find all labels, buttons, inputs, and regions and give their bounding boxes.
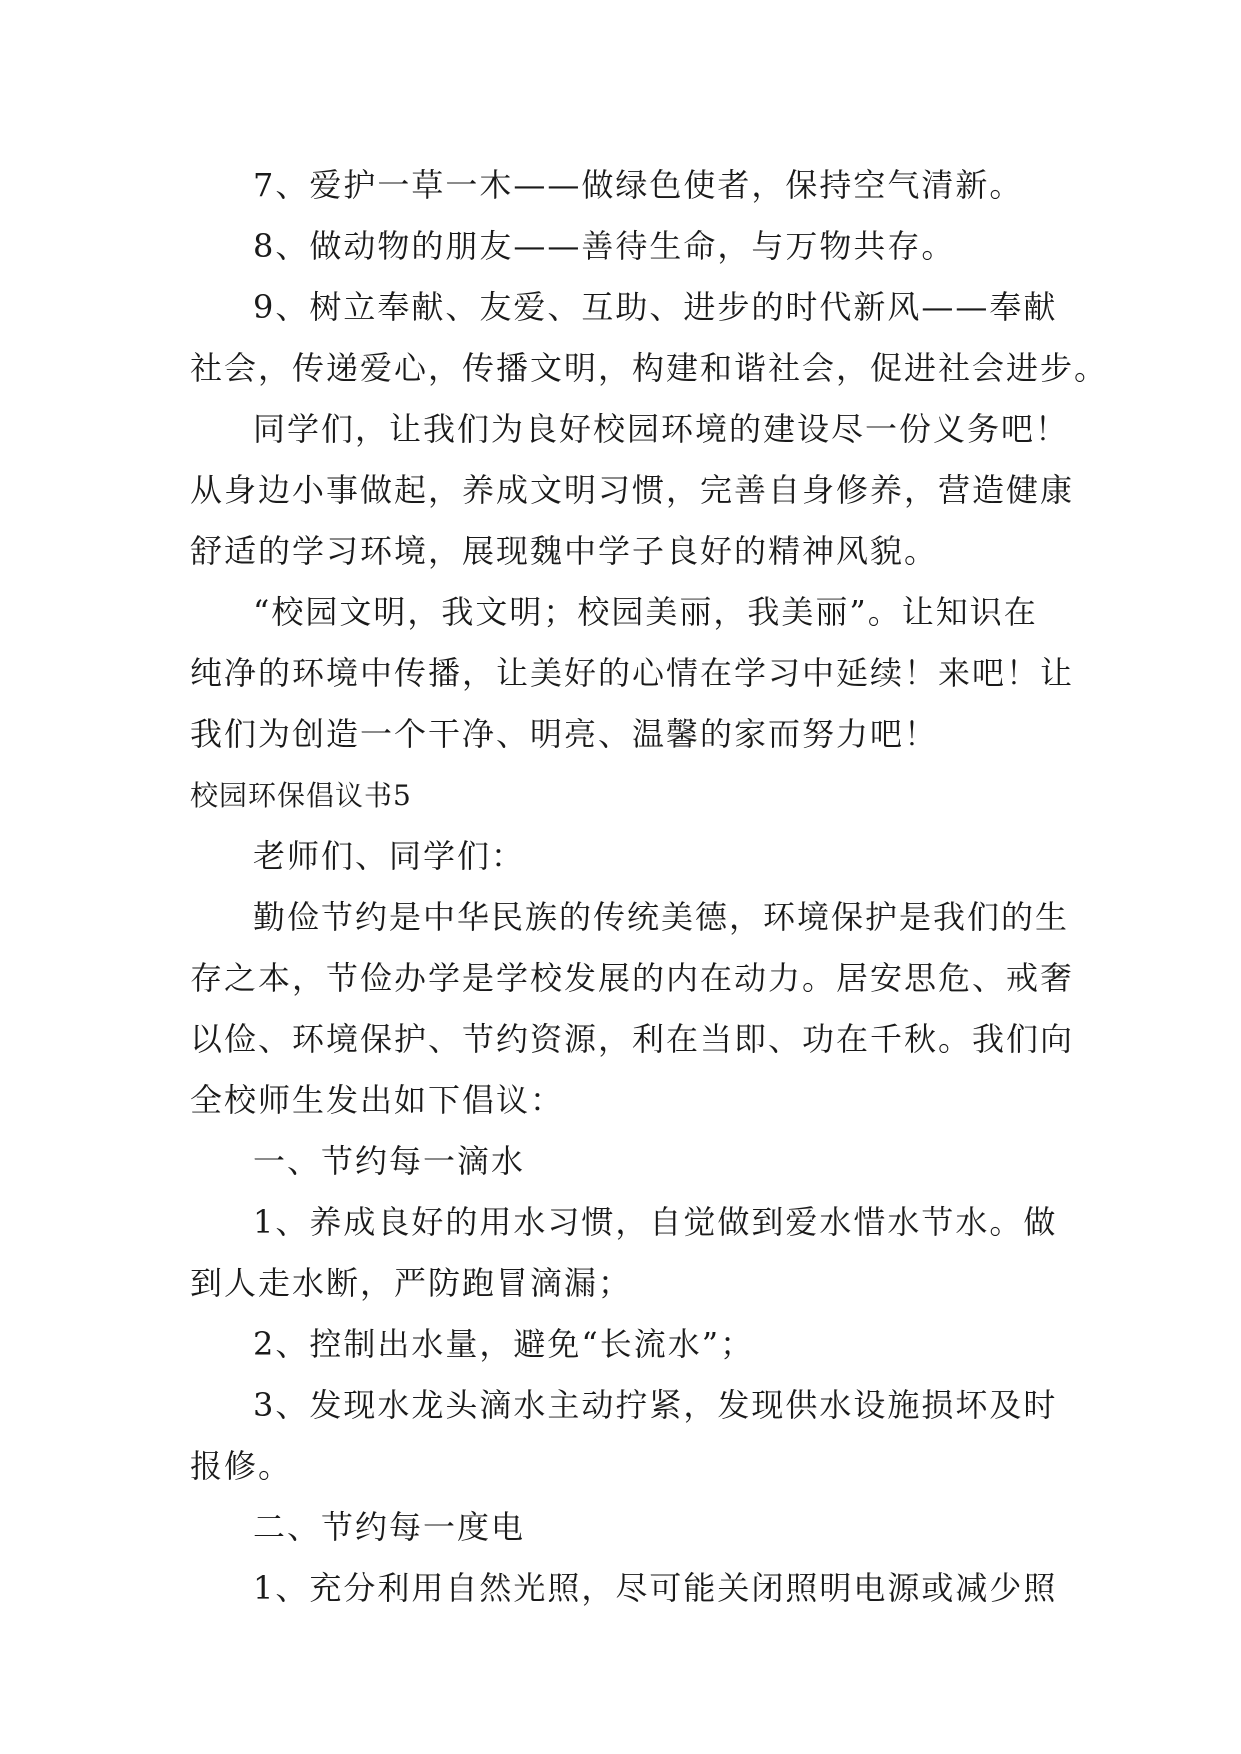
paragraph-line: 同学们，让我们为良好校园环境的建设尽一份义务吧！ [253, 410, 1070, 448]
paragraph-line: 纯净的环境中传播，让美好的心情在学习中延续！来吧！让 [190, 654, 1075, 692]
paragraph-line: 我们为创造一个干净、明亮、温馨的家而努力吧！ [190, 715, 939, 753]
paragraph-line: 到人走水断，严防跑冒滴漏； [190, 1264, 633, 1302]
salutation-line: 老师们、同学们： [253, 837, 526, 875]
document-body [190, 155, 1109, 1619]
paragraph-line: 2、控制出水量，避免“长流水”； [253, 1325, 755, 1363]
paragraph-line: 以俭、环境保护、节约资源，利在当即、功在千秋。我们向 [190, 1020, 1075, 1058]
subheading-line: 一、节约每一滴水 [253, 1142, 526, 1180]
paragraph-line: 3、发现水龙头滴水主动拧紧，发现供水设施损坏及时 [253, 1386, 1058, 1424]
subheading-line: 二、节约每一度电 [253, 1508, 526, 1546]
paragraph-line: 社会，传递爱心，传播文明，构建和谐社会，促进社会进步。 [190, 349, 1109, 387]
paragraph-line: 报修。 [190, 1447, 293, 1485]
paragraph-line: 存之本，节俭办学是学校发展的内在动力。居安思危、戒奢 [190, 959, 1075, 997]
paragraph-line: 全校师生发出如下倡议： [190, 1081, 565, 1119]
paragraph-line: 勤俭节约是中华民族的传统美德，环境保护是我们的生 [253, 898, 1070, 936]
paragraph-line: 从身边小事做起，养成文明习惯，完善自身修养，营造健康 [190, 471, 1075, 509]
paragraph-line: 1、养成良好的用水习惯，自觉做到爱水惜水节水。做 [253, 1203, 1058, 1241]
paragraph-line: 7、爱护一草一木——做绿色使者，保持空气清新。 [253, 166, 1024, 204]
paragraph-line: 1、充分利用自然光照，尽可能关闭照明电源或减少照 [253, 1569, 1058, 1607]
section-heading: 校园环保倡议书5 [190, 779, 412, 812]
paragraph-line: 9、树立奉献、友爱、互助、进步的时代新风——奉献 [253, 288, 1058, 326]
paragraph-line: 8、做动物的朋友——善待生命，与万物共存。 [253, 227, 956, 265]
paragraph-line: “校园文明，我文明；校园美丽，我美丽”。让知识在 [253, 593, 1038, 631]
paragraph-line: 舒适的学习环境，展现魏中学子良好的精神风貌。 [190, 532, 939, 570]
